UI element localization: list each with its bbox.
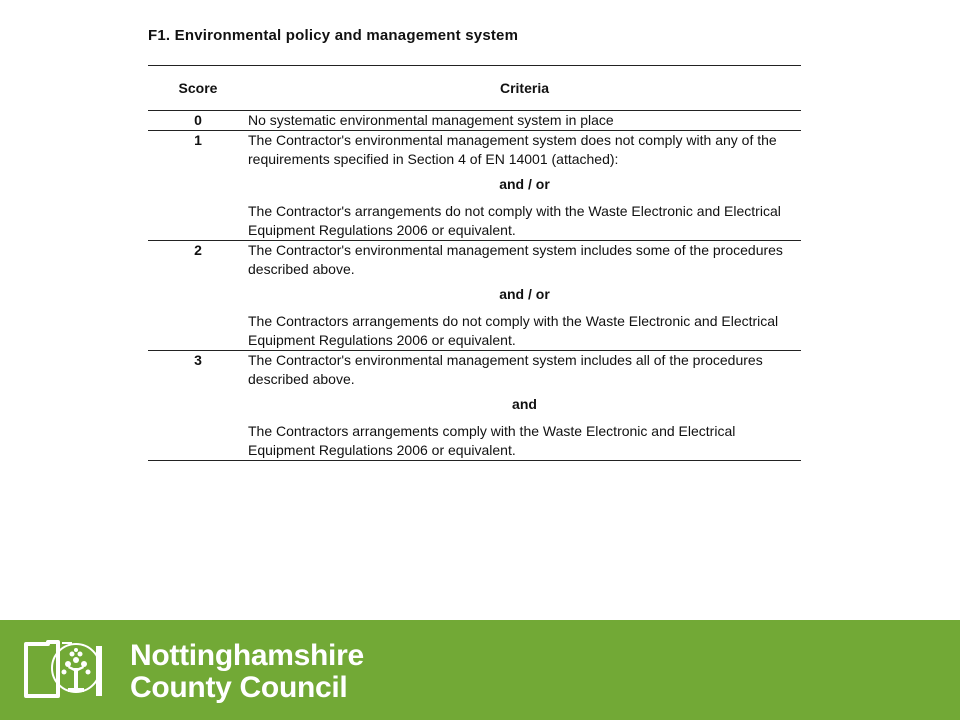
table-row: [148, 351, 801, 461]
score-cell: 0: [148, 111, 248, 131]
score-cell: 2: [148, 241, 248, 351]
criteria-connector: and: [512, 396, 537, 412]
criteria-connector: and / or: [499, 286, 550, 302]
score-cell: 1: [148, 131, 248, 241]
criteria-text: The Contractor's environmental management system includes all of the procedures described above.: [248, 352, 763, 387]
criteria-cell: [248, 131, 801, 241]
criteria-text: The Contractor's environmental management system includes some of the procedures described above.: [248, 242, 783, 277]
footer-banner: [0, 620, 960, 720]
score-cell: 3: [148, 351, 248, 461]
criteria-text: The Contractor's environmental management system does not comply with any of the requirements specified in Section 4 of EN 14001 (attached):: [248, 132, 777, 167]
org-name-line1: Nottinghamshire: [130, 639, 364, 672]
column-header-score: Score: [148, 66, 248, 111]
criteria-text: No systematic environmental management system in place: [248, 112, 614, 128]
table-header-row: [148, 66, 801, 111]
table-body: [148, 111, 801, 461]
criteria-text: The Contractor's arrangements do not comply with the Waste Electronic and Electrical Equipment Regulations 2006 or equivalent.: [248, 203, 781, 238]
criteria-text: The Contractors arrangements comply with the Waste Electronic and Electrical Equipment Regulations 2006 or equivalent.: [248, 423, 736, 458]
table-row: [148, 111, 801, 131]
column-header-criteria: Criteria: [248, 66, 801, 111]
org-name: [130, 640, 364, 704]
org-name-line2: County Council: [130, 671, 348, 704]
criteria-cell: [248, 241, 801, 351]
table-row: [148, 131, 801, 241]
criteria-connector: and / or: [499, 176, 550, 192]
criteria-cell: [248, 111, 801, 131]
page-title: F1. Environmental policy and management system: [148, 27, 519, 44]
criteria-cell: [248, 351, 801, 461]
criteria-text: The Contractors arrangements do not comply with the Waste Electronic and Electrical Equipment Regulations 2006 or equivalent.: [248, 313, 779, 348]
tree-logo-icon: [22, 638, 106, 700]
table-row: [148, 241, 801, 351]
criteria-table: [148, 65, 801, 461]
